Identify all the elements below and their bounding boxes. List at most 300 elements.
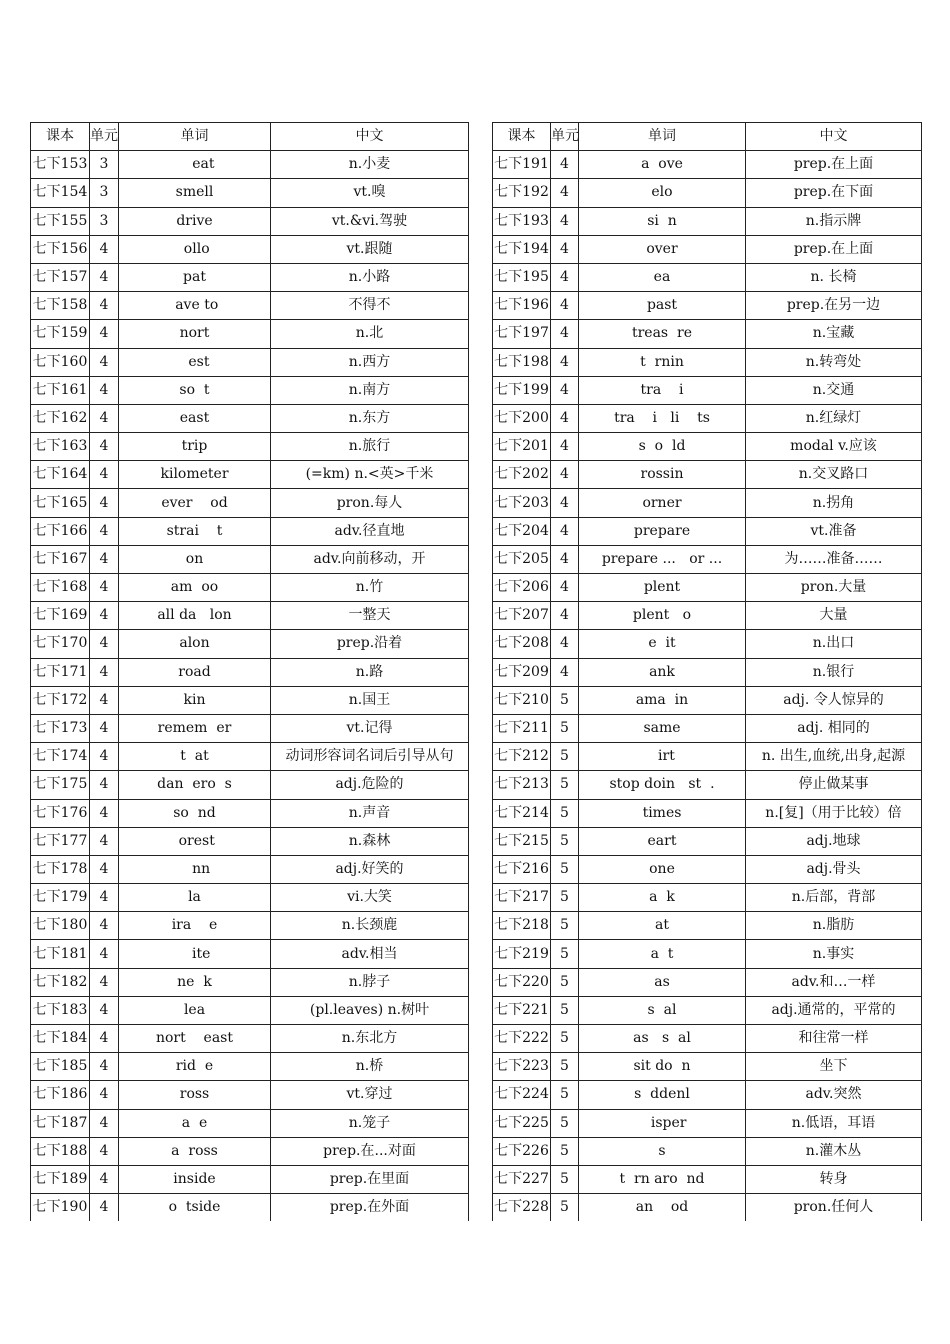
cell-word: a ross (119, 1137, 271, 1165)
cell-book: 七下182 (31, 968, 90, 996)
cell-chinese: prep.在外面 (271, 1194, 469, 1222)
cell-unit: 5 (551, 1137, 579, 1165)
cell-book: 七下214 (493, 799, 551, 827)
cell-unit: 4 (90, 404, 119, 432)
cell-word: nort (119, 320, 271, 348)
table-row (31, 714, 469, 742)
table-row (31, 348, 469, 376)
cell-unit: 4 (551, 320, 579, 348)
table-row (493, 771, 922, 799)
cell-word: kin (119, 686, 271, 714)
table-row (31, 799, 469, 827)
cell-unit: 4 (551, 207, 579, 235)
cell-chinese: n.指示牌 (746, 207, 922, 235)
cell-unit: 4 (90, 489, 119, 517)
cell-chinese: adv.和…一样 (746, 968, 922, 996)
cell-unit: 4 (90, 1109, 119, 1137)
cell-unit: 4 (90, 545, 119, 573)
table-row (31, 545, 469, 573)
cell-word: ollo (119, 235, 271, 263)
cell-unit: 4 (90, 771, 119, 799)
cell-word: nn (119, 855, 271, 883)
cell-word: kilometer (119, 461, 271, 489)
table-row (31, 1165, 469, 1193)
table-row (31, 292, 469, 320)
cell-chinese: n.竹 (271, 574, 469, 602)
cell-book: 七下153 (31, 151, 90, 179)
cell-unit: 4 (90, 912, 119, 940)
cell-chinese: n.事实 (746, 940, 922, 968)
cell-chinese: n.北 (271, 320, 469, 348)
table-row (493, 743, 922, 771)
cell-word: tra i (579, 376, 746, 404)
cell-book: 七下221 (493, 996, 551, 1024)
cell-book: 七下155 (31, 207, 90, 235)
table-row (493, 686, 922, 714)
cell-chinese: n.声音 (271, 799, 469, 827)
table-row (493, 433, 922, 461)
cell-chinese: prep.在上面 (746, 151, 922, 179)
cell-unit: 5 (551, 855, 579, 883)
cell-book: 七下160 (31, 348, 90, 376)
cell-book: 七下163 (31, 433, 90, 461)
header-unit: 单元 (90, 123, 119, 151)
cell-chinese: n.桥 (271, 1053, 469, 1081)
cell-book: 七下220 (493, 968, 551, 996)
table-row (493, 1137, 922, 1165)
cell-chinese: prep.在下面 (746, 179, 922, 207)
cell-book: 七下190 (31, 1194, 90, 1222)
table-row (31, 1053, 469, 1081)
table-row (493, 1081, 922, 1109)
table-row (31, 884, 469, 912)
cell-chinese: n.红绿灯 (746, 404, 922, 432)
cell-book: 七下217 (493, 884, 551, 912)
table-row (493, 348, 922, 376)
vocab-table-right (492, 122, 922, 1221)
cell-chinese: n.南方 (271, 376, 469, 404)
cell-book: 七下173 (31, 714, 90, 742)
cell-chinese: adv.向前移动，开 (271, 545, 469, 573)
table-row (493, 545, 922, 573)
cell-word: s ddenl (579, 1081, 746, 1109)
cell-chinese: n.[复]（用于比较）倍 (746, 799, 922, 827)
cell-chinese: vt.穿过 (271, 1081, 469, 1109)
cell-word: dan ero s (119, 771, 271, 799)
table-row (493, 489, 922, 517)
cell-book: 七下174 (31, 743, 90, 771)
cell-unit: 5 (551, 686, 579, 714)
cell-book: 七下161 (31, 376, 90, 404)
table-row (493, 630, 922, 658)
header-word: 单词 (579, 123, 746, 151)
cell-unit: 4 (551, 489, 579, 517)
cell-unit: 4 (551, 235, 579, 263)
table-row (493, 1194, 922, 1222)
cell-word: times (579, 799, 746, 827)
cell-book: 七下176 (31, 799, 90, 827)
cell-word: plent o (579, 602, 746, 630)
cell-book: 七下218 (493, 912, 551, 940)
table-row (31, 1137, 469, 1165)
cell-book: 七下194 (493, 235, 551, 263)
cell-book: 七下179 (31, 884, 90, 912)
cell-unit: 4 (90, 348, 119, 376)
cell-book: 七下175 (31, 771, 90, 799)
cell-book: 七下169 (31, 602, 90, 630)
table-row (31, 574, 469, 602)
cell-unit: 4 (90, 235, 119, 263)
cell-book: 七下203 (493, 489, 551, 517)
table-row (493, 207, 922, 235)
cell-word: trip (119, 433, 271, 461)
table-row (31, 263, 469, 291)
cell-chinese: 动词形容词名词后引导从句 (271, 743, 469, 771)
table-header-row (493, 123, 922, 151)
cell-unit: 4 (90, 1081, 119, 1109)
cell-chinese: vt.记得 (271, 714, 469, 742)
table-row (31, 235, 469, 263)
cell-chinese: n.银行 (746, 658, 922, 686)
cell-word: pat (119, 263, 271, 291)
cell-book: 七下184 (31, 1025, 90, 1053)
cell-word: a ove (579, 151, 746, 179)
header-unit: 单元 (551, 123, 579, 151)
cell-word: isper (579, 1109, 746, 1137)
cell-book: 七下224 (493, 1081, 551, 1109)
cell-book: 七下201 (493, 433, 551, 461)
cell-unit: 4 (551, 376, 579, 404)
cell-unit: 5 (551, 1194, 579, 1222)
cell-book: 七下170 (31, 630, 90, 658)
cell-book: 七下191 (493, 151, 551, 179)
table-row (31, 1081, 469, 1109)
cell-word: alon (119, 630, 271, 658)
cell-unit: 5 (551, 940, 579, 968)
cell-book: 七下209 (493, 658, 551, 686)
table-row (31, 968, 469, 996)
table-row (493, 151, 922, 179)
cell-word: smell (119, 179, 271, 207)
cell-unit: 4 (90, 263, 119, 291)
table-row (31, 376, 469, 404)
cell-book: 七下167 (31, 545, 90, 573)
cell-chinese: 停止做某事 (746, 771, 922, 799)
cell-book: 七下181 (31, 940, 90, 968)
cell-chinese: prep.在...对面 (271, 1137, 469, 1165)
cell-word: orner (579, 489, 746, 517)
cell-book: 七下210 (493, 686, 551, 714)
cell-book: 七下213 (493, 771, 551, 799)
table-row (493, 292, 922, 320)
table-row (31, 207, 469, 235)
table-row (31, 433, 469, 461)
cell-book: 七下206 (493, 574, 551, 602)
table-row (493, 658, 922, 686)
table-row (31, 827, 469, 855)
cell-chinese: adv.突然 (746, 1081, 922, 1109)
cell-book: 七下171 (31, 658, 90, 686)
cell-unit: 4 (90, 292, 119, 320)
cell-word: a e (119, 1109, 271, 1137)
table-row (493, 404, 922, 432)
cell-word: s o ld (579, 433, 746, 461)
table-header-row (31, 123, 469, 151)
cell-word: eat (119, 151, 271, 179)
cell-chinese: n.小路 (271, 263, 469, 291)
vocab-table-left (30, 122, 469, 1221)
cell-unit: 3 (90, 151, 119, 179)
cell-chinese: adj.通常的，平常的 (746, 996, 922, 1024)
header-chinese: 中文 (271, 123, 469, 151)
cell-word: as s al (579, 1025, 746, 1053)
cell-chinese: 坐下 (746, 1053, 922, 1081)
cell-chinese: prep.在另一边 (746, 292, 922, 320)
cell-unit: 4 (90, 1025, 119, 1053)
cell-chinese: n.国王 (271, 686, 469, 714)
cell-word: as (579, 968, 746, 996)
cell-chinese: 大量 (746, 602, 922, 630)
cell-word: t rnin (579, 348, 746, 376)
table-row (493, 574, 922, 602)
cell-word: rossin (579, 461, 746, 489)
cell-word: at (579, 912, 746, 940)
cell-unit: 4 (551, 151, 579, 179)
cell-unit: 4 (90, 320, 119, 348)
cell-unit: 4 (90, 1165, 119, 1193)
table-row (493, 461, 922, 489)
cell-book: 七下228 (493, 1194, 551, 1222)
cell-chinese: pron.任何人 (746, 1194, 922, 1222)
cell-chinese: n.交通 (746, 376, 922, 404)
cell-chinese: n.出口 (746, 630, 922, 658)
cell-book: 七下202 (493, 461, 551, 489)
cell-word: orest (119, 827, 271, 855)
cell-unit: 4 (90, 574, 119, 602)
cell-unit: 4 (551, 292, 579, 320)
table-row (31, 912, 469, 940)
cell-unit: 3 (90, 207, 119, 235)
table-row (493, 1165, 922, 1193)
cell-word: ea (579, 263, 746, 291)
cell-unit: 4 (551, 545, 579, 573)
table-row (493, 855, 922, 883)
cell-word: e it (579, 630, 746, 658)
cell-book: 七下222 (493, 1025, 551, 1053)
cell-book: 七下207 (493, 602, 551, 630)
table-row (493, 179, 922, 207)
cell-word: remem er (119, 714, 271, 742)
cell-book: 七下164 (31, 461, 90, 489)
cell-chinese: vt.&vi.驾驶 (271, 207, 469, 235)
cell-book: 七下226 (493, 1137, 551, 1165)
table-row (493, 912, 922, 940)
cell-unit: 4 (90, 1053, 119, 1081)
cell-word: east (119, 404, 271, 432)
cell-unit: 4 (90, 517, 119, 545)
cell-book: 七下211 (493, 714, 551, 742)
cell-book: 七下166 (31, 517, 90, 545)
cell-word: ank (579, 658, 746, 686)
cell-word: la (119, 884, 271, 912)
cell-unit: 4 (90, 630, 119, 658)
cell-unit: 4 (90, 743, 119, 771)
table-row (493, 235, 922, 263)
cell-chinese: n.灌木丛 (746, 1137, 922, 1165)
cell-unit: 5 (551, 912, 579, 940)
cell-word: ira e (119, 912, 271, 940)
cell-unit: 4 (90, 1194, 119, 1222)
cell-book: 七下168 (31, 574, 90, 602)
cell-book: 七下196 (493, 292, 551, 320)
cell-book: 七下227 (493, 1165, 551, 1193)
cell-book: 七下212 (493, 743, 551, 771)
cell-chinese: n.小麦 (271, 151, 469, 179)
cell-unit: 4 (551, 433, 579, 461)
table-row (493, 517, 922, 545)
cell-unit: 5 (551, 771, 579, 799)
cell-chinese: n.低语，耳语 (746, 1109, 922, 1137)
cell-chinese: adj.好笑的 (271, 855, 469, 883)
table-row (493, 602, 922, 630)
cell-unit: 4 (551, 574, 579, 602)
table-row (493, 799, 922, 827)
header-book: 课本 (31, 123, 90, 151)
table-row (31, 517, 469, 545)
table-row (493, 1109, 922, 1137)
cell-chinese: adj. 相同的 (746, 714, 922, 742)
cell-word: ross (119, 1081, 271, 1109)
cell-book: 七下159 (31, 320, 90, 348)
cell-word: irt (579, 743, 746, 771)
table-row (31, 996, 469, 1024)
table-row (493, 714, 922, 742)
cell-book: 七下219 (493, 940, 551, 968)
cell-chinese: n.转弯处 (746, 348, 922, 376)
cell-word: s (579, 1137, 746, 1165)
cell-word: ne k (119, 968, 271, 996)
cell-word: s al (579, 996, 746, 1024)
table-row (31, 855, 469, 883)
cell-chinese: n.长颈鹿 (271, 912, 469, 940)
cell-book: 七下189 (31, 1165, 90, 1193)
cell-word: eart (579, 827, 746, 855)
cell-unit: 4 (90, 714, 119, 742)
cell-word: on (119, 545, 271, 573)
table-row (31, 489, 469, 517)
table-row (31, 461, 469, 489)
cell-chinese: n. 出生,血统,出身,起源 (746, 743, 922, 771)
table-row (493, 1053, 922, 1081)
cell-book: 七下199 (493, 376, 551, 404)
cell-chinese: 不得不 (271, 292, 469, 320)
cell-word: a k (579, 884, 746, 912)
cell-word: plent (579, 574, 746, 602)
cell-unit: 4 (551, 461, 579, 489)
cell-chinese: n.旅行 (271, 433, 469, 461)
cell-book: 七下165 (31, 489, 90, 517)
table-row (493, 884, 922, 912)
cell-word: am oo (119, 574, 271, 602)
cell-word: all da lon (119, 602, 271, 630)
cell-unit: 4 (90, 996, 119, 1024)
cell-word: rid e (119, 1053, 271, 1081)
cell-book: 七下198 (493, 348, 551, 376)
cell-unit: 5 (551, 996, 579, 1024)
cell-word: ave to (119, 292, 271, 320)
cell-unit: 4 (551, 602, 579, 630)
cell-unit: 4 (90, 827, 119, 855)
cell-chinese: 为……准备…… (746, 545, 922, 573)
table-row (493, 1025, 922, 1053)
cell-unit: 4 (90, 940, 119, 968)
cell-chinese: 和往常一样 (746, 1025, 922, 1053)
cell-chinese: 一整天 (271, 602, 469, 630)
cell-chinese: n.脖子 (271, 968, 469, 996)
cell-chinese: prep.在里面 (271, 1165, 469, 1193)
cell-unit: 4 (90, 1137, 119, 1165)
cell-book: 七下185 (31, 1053, 90, 1081)
cell-chinese: pron.每人 (271, 489, 469, 517)
cell-unit: 4 (551, 263, 579, 291)
cell-word: an od (579, 1194, 746, 1222)
cell-unit: 3 (90, 179, 119, 207)
cell-chinese: n.后部，背部 (746, 884, 922, 912)
cell-chinese: prep.在上面 (746, 235, 922, 263)
cell-unit: 4 (551, 517, 579, 545)
cell-unit: 5 (551, 743, 579, 771)
cell-chinese: n.脂肪 (746, 912, 922, 940)
cell-word: prepare ... or ... (579, 545, 746, 573)
cell-chinese: adv.相当 (271, 940, 469, 968)
cell-chinese: adj.危险的 (271, 771, 469, 799)
cell-book: 七下162 (31, 404, 90, 432)
cell-word: ama in (579, 686, 746, 714)
cell-unit: 5 (551, 799, 579, 827)
cell-word: past (579, 292, 746, 320)
cell-chinese: n.笼子 (271, 1109, 469, 1137)
cell-chinese: vt.跟随 (271, 235, 469, 263)
table-row (493, 827, 922, 855)
table-row (31, 940, 469, 968)
cell-chinese: adj.地球 (746, 827, 922, 855)
cell-chinese: 转身 (746, 1165, 922, 1193)
cell-unit: 4 (551, 658, 579, 686)
cell-chinese: (=km) n.<英>千米 (271, 461, 469, 489)
cell-book: 七下156 (31, 235, 90, 263)
cell-unit: 4 (551, 348, 579, 376)
cell-word: lea (119, 996, 271, 1024)
cell-unit: 5 (551, 827, 579, 855)
cell-chinese: n. 长椅 (746, 263, 922, 291)
cell-unit: 4 (90, 799, 119, 827)
cell-unit: 4 (90, 461, 119, 489)
cell-unit: 4 (90, 855, 119, 883)
cell-book: 七下197 (493, 320, 551, 348)
cell-book: 七下180 (31, 912, 90, 940)
cell-word: est (119, 348, 271, 376)
cell-unit: 5 (551, 1053, 579, 1081)
cell-word: ever od (119, 489, 271, 517)
cell-word: a t (579, 940, 746, 968)
cell-book: 七下177 (31, 827, 90, 855)
cell-book: 七下208 (493, 630, 551, 658)
cell-unit: 4 (90, 376, 119, 404)
cell-word: nort east (119, 1025, 271, 1053)
cell-word: strai t (119, 517, 271, 545)
header-book: 课本 (493, 123, 551, 151)
cell-chinese: pron.大量 (746, 574, 922, 602)
